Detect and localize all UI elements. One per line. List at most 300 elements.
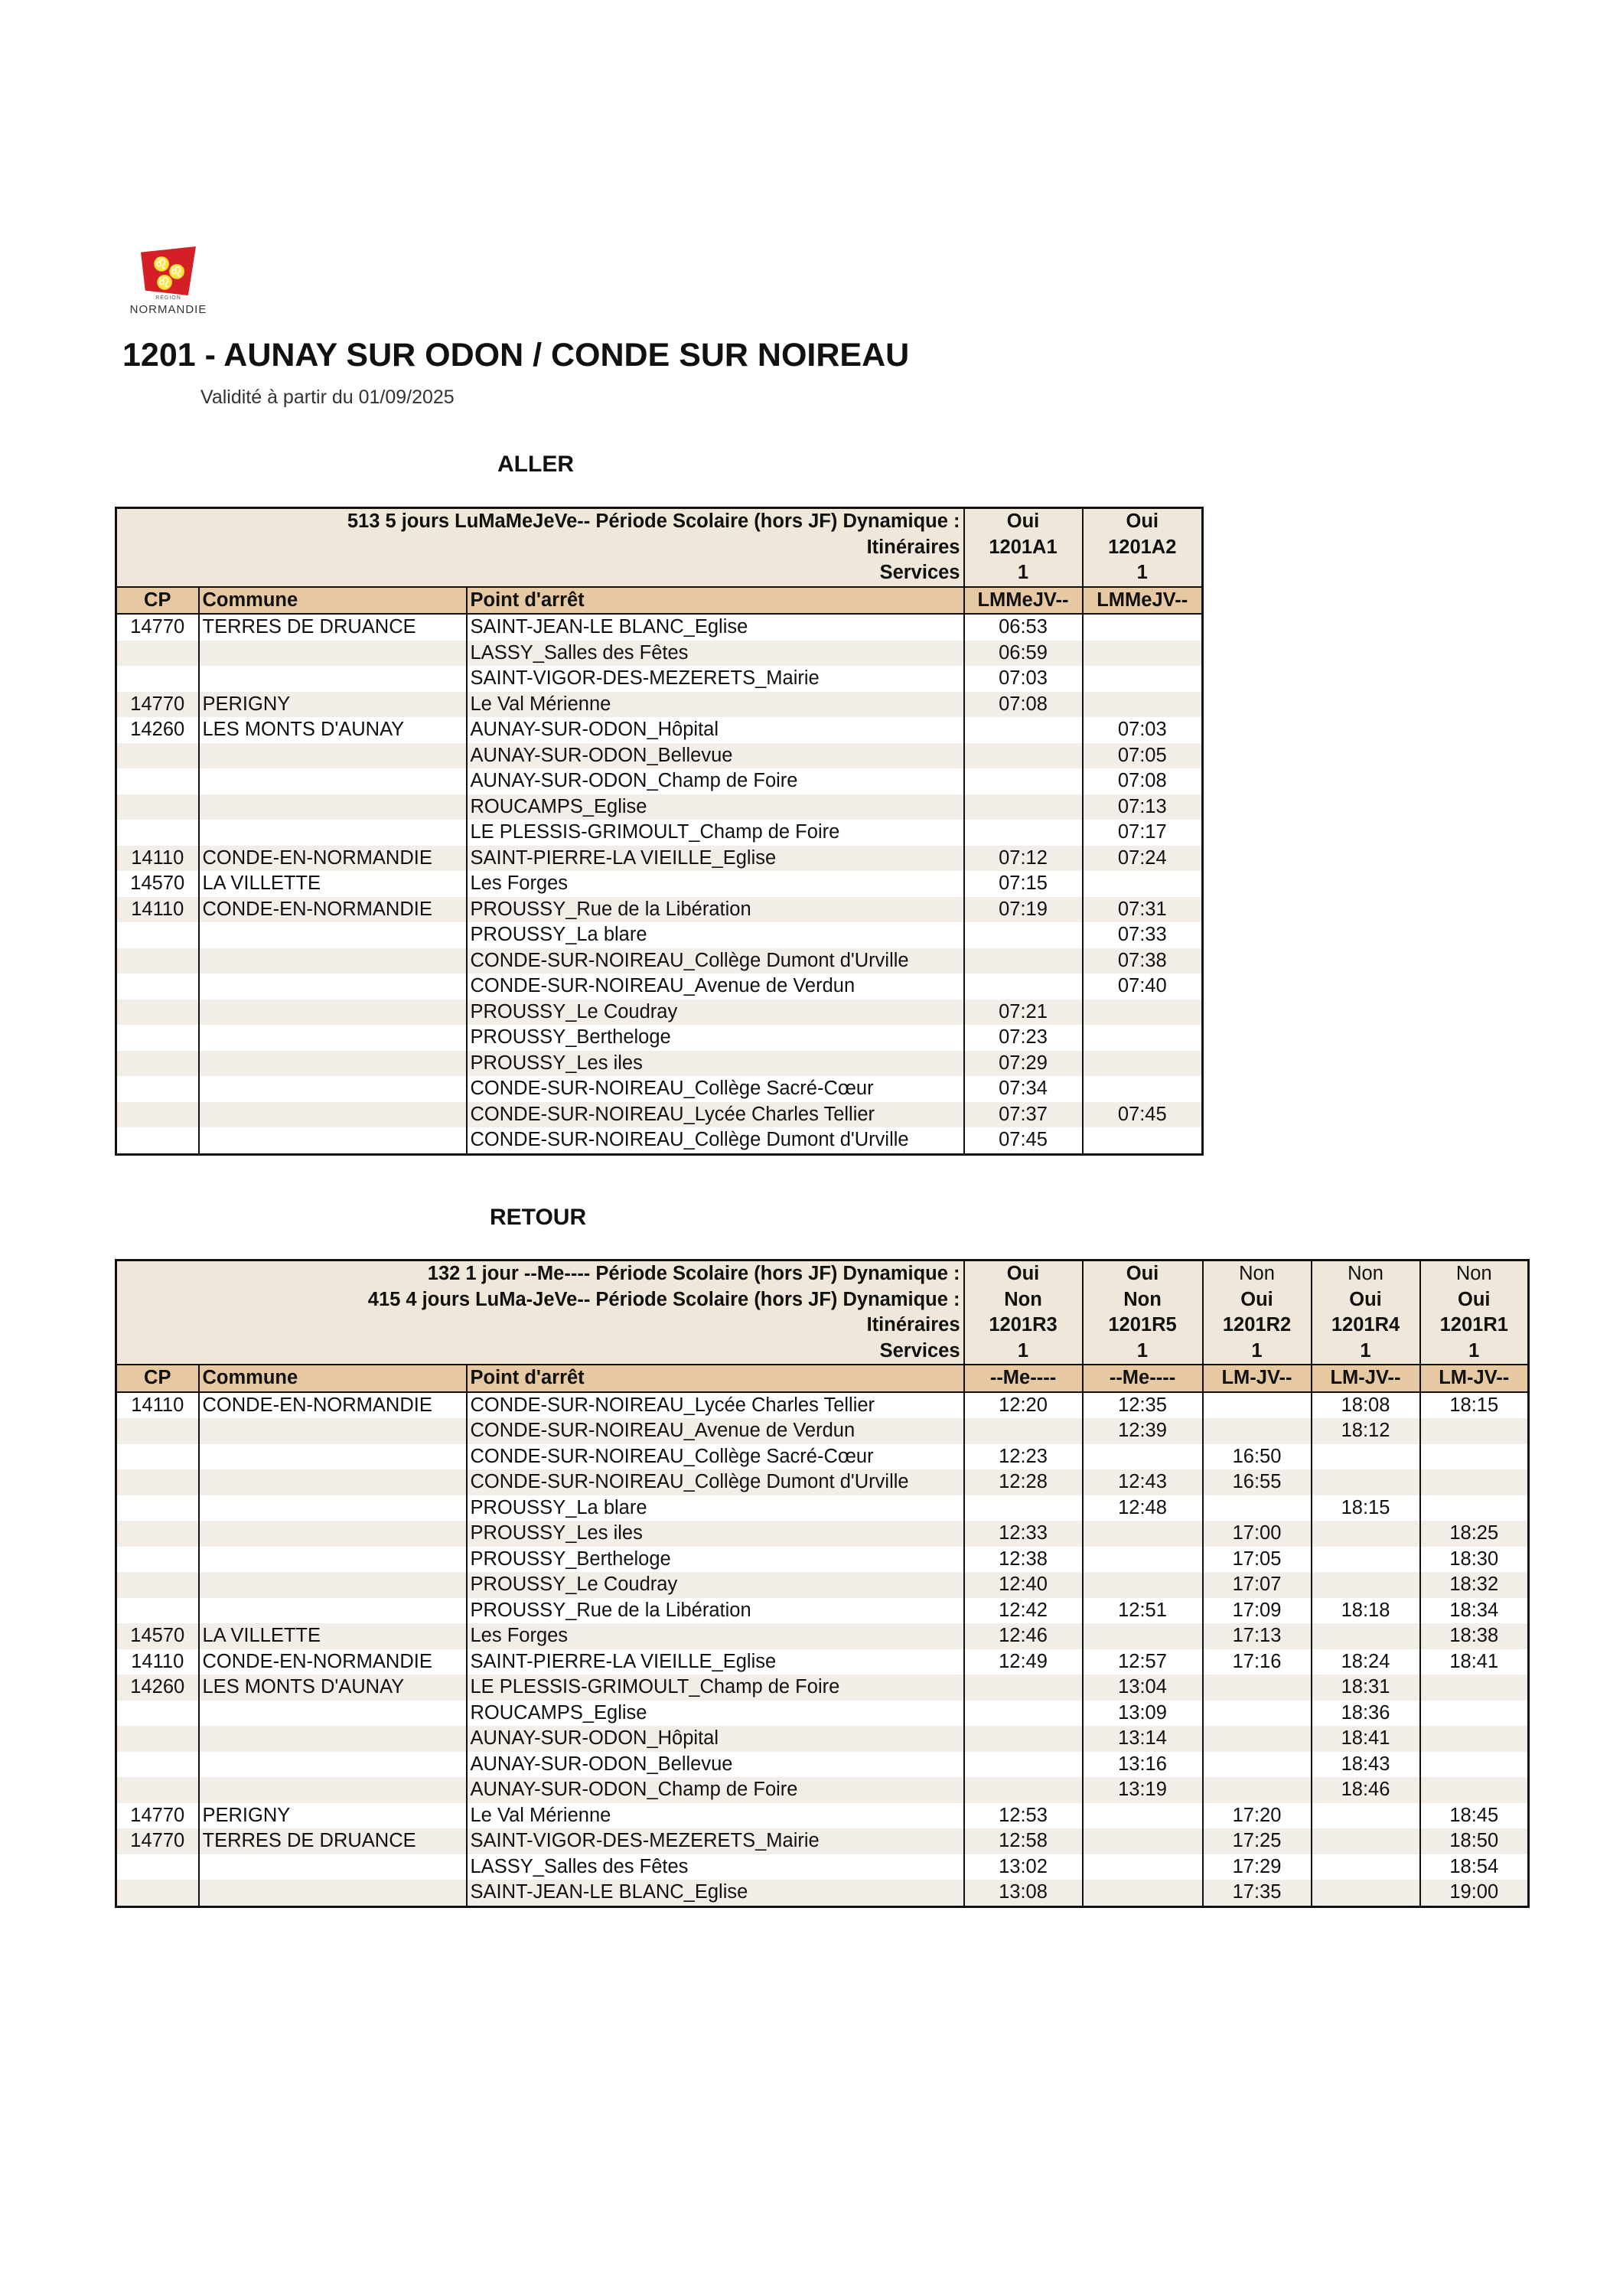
cell-stop: Les Forges: [467, 1623, 964, 1649]
retour-timetable: [115, 1259, 1530, 1908]
normandie-logo: [122, 246, 237, 321]
cell-time: [964, 1418, 1083, 1444]
cell-time: [1312, 1469, 1420, 1495]
cell-time: [964, 768, 1083, 794]
header-label: 513 5 jours LuMaMeJeVe-- Période Scolaire (hors JF) Dynamique :: [116, 508, 964, 535]
cell-time: [1312, 1521, 1420, 1547]
cell-time: [1203, 1701, 1312, 1727]
table-row: [116, 743, 1203, 769]
cell-stop: SAINT-PIERRE-LA VIEILLE_Eglise: [467, 846, 964, 872]
cell-time: 12:58: [964, 1828, 1083, 1854]
cell-commune: CONDE-EN-NORMANDIE: [199, 897, 467, 923]
header-label: Itinéraires: [116, 1313, 964, 1339]
table-row: [116, 820, 1203, 846]
table-row: [116, 717, 1203, 743]
table-row: [116, 1076, 1203, 1102]
cell-time: 16:55: [1203, 1469, 1312, 1495]
cell-time: 06:59: [964, 641, 1083, 667]
cell-stop: PROUSSY_Le Coudray: [467, 1572, 964, 1598]
cell-cp: [116, 1495, 199, 1521]
cell-time: 12:57: [1083, 1649, 1203, 1675]
cell-cp: [116, 1469, 199, 1495]
cell-time: 18:25: [1420, 1521, 1529, 1547]
table-row: [116, 1521, 1529, 1547]
cell-stop: PROUSSY_Le Coudray: [467, 1000, 964, 1026]
cell-cp: [116, 666, 199, 692]
cell-commune: LA VILLETTE: [199, 871, 467, 897]
cell-stop: PROUSSY_Les iles: [467, 1521, 964, 1547]
cell-time: 13:19: [1083, 1777, 1203, 1803]
cell-commune: [199, 1025, 467, 1051]
cell-time: [1203, 1392, 1312, 1419]
cell-time: 07:24: [1083, 846, 1203, 872]
cell-time: 18:34: [1420, 1598, 1529, 1624]
table-row: [116, 1572, 1529, 1598]
cell-cp: [116, 1521, 199, 1547]
cell-time: 07:03: [1083, 717, 1203, 743]
cell-time: 12:49: [964, 1649, 1083, 1675]
cell-commune: [199, 1444, 467, 1470]
cell-time: 06:53: [964, 614, 1083, 641]
cell-cp: [116, 922, 199, 948]
header-value: 1: [1203, 1339, 1312, 1365]
cell-time: [964, 1752, 1083, 1778]
table-row: [116, 922, 1203, 948]
cell-time: 07:08: [1083, 768, 1203, 794]
cell-time: [1083, 1828, 1203, 1854]
cell-stop: ROUCAMPS_Eglise: [467, 1701, 964, 1727]
cell-time: 18:15: [1420, 1392, 1529, 1419]
cell-cp: [116, 1051, 199, 1077]
header-label: Services: [116, 1339, 964, 1365]
header-value: 1201A1: [964, 535, 1083, 561]
cell-commune: [199, 1701, 467, 1727]
cell-commune: [199, 1000, 467, 1026]
cell-cp: [116, 1025, 199, 1051]
cell-time: [964, 922, 1083, 948]
cell-time: [1312, 1572, 1420, 1598]
cell-time: [1083, 1051, 1203, 1077]
cell-cp: [116, 974, 199, 1000]
cell-cp: 14110: [116, 1392, 199, 1419]
cell-time: 13:04: [1083, 1675, 1203, 1701]
table-row: [116, 1444, 1529, 1470]
cell-stop: PROUSSY_Les iles: [467, 1051, 964, 1077]
column-service-days: LM-JV--: [1420, 1365, 1529, 1392]
header-value: Non: [1312, 1261, 1420, 1287]
cell-cp: 14770: [116, 614, 199, 641]
cell-commune: [199, 1572, 467, 1598]
cell-stop: CONDE-SUR-NOIREAU_Collège Sacré-Cœur: [467, 1444, 964, 1470]
column-header-row: [116, 587, 1203, 615]
cell-time: 07:15: [964, 871, 1083, 897]
cell-stop: LE PLESSIS-GRIMOULT_Champ de Foire: [467, 820, 964, 846]
cell-stop: SAINT-VIGOR-DES-MEZERETS_Mairie: [467, 666, 964, 692]
header-value: 1201A2: [1083, 535, 1203, 561]
cell-commune: [199, 1495, 467, 1521]
header-value: 1: [964, 1339, 1083, 1365]
aller-timetable: [115, 507, 1204, 1156]
cell-cp: [116, 641, 199, 667]
header-value: 1201R4: [1312, 1313, 1420, 1339]
cell-time: [964, 974, 1083, 1000]
cell-cp: 14260: [116, 1675, 199, 1701]
cell-commune: [199, 974, 467, 1000]
cell-time: [1083, 641, 1203, 667]
header-value: Oui: [1083, 1261, 1203, 1287]
header-row: [116, 535, 1203, 561]
cell-stop: CONDE-SUR-NOIREAU_Collège Sacré-Cœur: [467, 1076, 964, 1102]
cell-time: 07:17: [1083, 820, 1203, 846]
table-row: [116, 846, 1203, 872]
header-value: 1201R2: [1203, 1313, 1312, 1339]
table-row: [116, 1598, 1529, 1624]
cell-time: 18:08: [1312, 1392, 1420, 1419]
cell-time: 07:23: [964, 1025, 1083, 1051]
cell-commune: LES MONTS D'AUNAY: [199, 1675, 467, 1701]
cell-time: 12:33: [964, 1521, 1083, 1547]
cell-commune: [199, 948, 467, 974]
cell-time: [964, 1726, 1083, 1752]
cell-cp: 14110: [116, 1649, 199, 1675]
cell-time: [964, 1701, 1083, 1727]
cell-time: 18:38: [1420, 1623, 1529, 1649]
table-row: [116, 1025, 1203, 1051]
cell-cp: [116, 1701, 199, 1727]
lion-icon: ♌: [156, 275, 174, 290]
cell-cp: [116, 1444, 199, 1470]
column-service-days: LMMeJV--: [964, 587, 1083, 615]
table-row: [116, 666, 1203, 692]
cell-cp: [116, 1777, 199, 1803]
cell-cp: 14770: [116, 692, 199, 718]
header-label: 415 4 jours LuMa-JeVe-- Période Scolaire (hors JF) Dynamique :: [116, 1287, 964, 1313]
cell-time: 07:21: [964, 1000, 1083, 1026]
table-row: [116, 897, 1203, 923]
table-row: [116, 1675, 1529, 1701]
cell-stop: Les Forges: [467, 871, 964, 897]
table-row: [116, 1000, 1203, 1026]
cell-time: [1083, 1880, 1203, 1906]
cell-commune: [199, 820, 467, 846]
table-row: [116, 871, 1203, 897]
cell-time: [1083, 1803, 1203, 1829]
validity-date: Validité à partir du 01/09/2025: [200, 386, 455, 408]
cell-commune: [199, 1752, 467, 1778]
header-value: Oui: [964, 1261, 1083, 1287]
table-row: [116, 1828, 1529, 1854]
cell-stop: CONDE-SUR-NOIREAU_Collège Dumont d'Urville: [467, 1469, 964, 1495]
cell-time: [1083, 1521, 1203, 1547]
cell-cp: [116, 820, 199, 846]
header-value: Oui: [1083, 508, 1203, 535]
cell-time: 07:45: [964, 1127, 1083, 1154]
cell-commune: [199, 666, 467, 692]
cell-cp: [116, 1076, 199, 1102]
table-row: [116, 1102, 1203, 1128]
cell-time: [1083, 1547, 1203, 1573]
cell-commune: LA VILLETTE: [199, 1623, 467, 1649]
cell-time: 07:08: [964, 692, 1083, 718]
cell-time: 18:32: [1420, 1572, 1529, 1598]
cell-time: 18:12: [1312, 1418, 1420, 1444]
table-row: [116, 1051, 1203, 1077]
header-value: 1201R5: [1083, 1313, 1203, 1339]
table-row: [116, 1803, 1529, 1829]
cell-time: [1420, 1495, 1529, 1521]
table-row: [116, 1418, 1529, 1444]
cell-time: 18:50: [1420, 1828, 1529, 1854]
cell-time: 07:12: [964, 846, 1083, 872]
cell-stop: AUNAY-SUR-ODON_Champ de Foire: [467, 1777, 964, 1803]
table-row: [116, 948, 1203, 974]
cell-time: [1203, 1752, 1312, 1778]
cell-commune: [199, 641, 467, 667]
cell-time: [1083, 1854, 1203, 1880]
cell-cp: 14770: [116, 1828, 199, 1854]
column-commune: Commune: [199, 1365, 467, 1392]
cell-time: 12:48: [1083, 1495, 1203, 1521]
cell-time: [1203, 1495, 1312, 1521]
cell-time: 18:46: [1312, 1777, 1420, 1803]
column-service-days: LM-JV--: [1203, 1365, 1312, 1392]
cell-stop: SAINT-VIGOR-DES-MEZERETS_Mairie: [467, 1828, 964, 1854]
cell-stop: SAINT-PIERRE-LA VIEILLE_Eglise: [467, 1649, 964, 1675]
header-value: Oui: [964, 508, 1083, 535]
cell-commune: [199, 1127, 467, 1154]
cell-stop: PROUSSY_La blare: [467, 1495, 964, 1521]
table-row: [116, 1547, 1529, 1573]
cell-commune: [199, 1418, 467, 1444]
cell-cp: [116, 743, 199, 769]
cell-stop: PROUSSY_Rue de la Libération: [467, 897, 964, 923]
cell-commune: [199, 1102, 467, 1128]
cell-cp: [116, 1854, 199, 1880]
header-label: Services: [116, 560, 964, 587]
cell-time: [1083, 692, 1203, 718]
cell-commune: CONDE-EN-NORMANDIE: [199, 1392, 467, 1419]
cell-time: 17:16: [1203, 1649, 1312, 1675]
cell-time: 12:28: [964, 1469, 1083, 1495]
cell-time: 12:23: [964, 1444, 1083, 1470]
logo-name: NORMANDIE: [129, 303, 207, 316]
cell-cp: [116, 794, 199, 820]
cell-stop: SAINT-JEAN-LE BLANC_Eglise: [467, 1880, 964, 1906]
cell-time: 13:08: [964, 1880, 1083, 1906]
cell-stop: CONDE-SUR-NOIREAU_Avenue de Verdun: [467, 1418, 964, 1444]
cell-cp: 14110: [116, 897, 199, 923]
table-row: [116, 794, 1203, 820]
cell-time: 07:34: [964, 1076, 1083, 1102]
cell-time: 07:13: [1083, 794, 1203, 820]
cell-stop: CONDE-SUR-NOIREAU_Collège Dumont d'Urville: [467, 948, 964, 974]
cell-time: 17:05: [1203, 1547, 1312, 1573]
table-row: [116, 692, 1203, 718]
cell-cp: [116, 1102, 199, 1128]
cell-commune: CONDE-EN-NORMANDIE: [199, 1649, 467, 1675]
cell-stop: AUNAY-SUR-ODON_Bellevue: [467, 1752, 964, 1778]
cell-cp: [116, 1000, 199, 1026]
cell-commune: [199, 1854, 467, 1880]
column-service-days: --Me----: [964, 1365, 1083, 1392]
cell-time: [1203, 1675, 1312, 1701]
column-service-days: --Me----: [1083, 1365, 1203, 1392]
cell-time: 18:36: [1312, 1701, 1420, 1727]
cell-cp: [116, 1547, 199, 1573]
cell-cp: 14770: [116, 1803, 199, 1829]
cell-time: 07:31: [1083, 897, 1203, 923]
header-value: Oui: [1203, 1287, 1312, 1313]
table-row: [116, 1880, 1529, 1906]
cell-time: [1203, 1726, 1312, 1752]
table-row: [116, 614, 1203, 641]
table-row: [116, 1469, 1529, 1495]
cell-commune: [199, 1076, 467, 1102]
cell-time: 18:30: [1420, 1547, 1529, 1573]
cell-time: 13:09: [1083, 1701, 1203, 1727]
cell-time: 17:29: [1203, 1854, 1312, 1880]
cell-commune: [199, 1051, 467, 1077]
header-value: 1201R1: [1420, 1313, 1529, 1339]
cell-time: [1420, 1777, 1529, 1803]
cell-time: 12:51: [1083, 1598, 1203, 1624]
cell-commune: CONDE-EN-NORMANDIE: [199, 846, 467, 872]
cell-time: 13:14: [1083, 1726, 1203, 1752]
cell-time: [1083, 1000, 1203, 1026]
cell-time: [964, 1495, 1083, 1521]
cell-time: 16:50: [1203, 1444, 1312, 1470]
cell-time: 18:15: [1312, 1495, 1420, 1521]
cell-time: 17:00: [1203, 1521, 1312, 1547]
cell-time: [1420, 1675, 1529, 1701]
header-value: 1201R3: [964, 1313, 1083, 1339]
cell-time: 12:46: [964, 1623, 1083, 1649]
cell-time: [1083, 1076, 1203, 1102]
cell-stop: AUNAY-SUR-ODON_Bellevue: [467, 743, 964, 769]
cell-cp: [116, 768, 199, 794]
cell-cp: [116, 1726, 199, 1752]
cell-time: 07:05: [1083, 743, 1203, 769]
cell-commune: [199, 922, 467, 948]
header-value: 1: [1083, 1339, 1203, 1365]
cell-time: [1203, 1418, 1312, 1444]
cell-time: 12:20: [964, 1392, 1083, 1419]
cell-time: [1083, 666, 1203, 692]
cell-time: 17:07: [1203, 1572, 1312, 1598]
retour-heading: RETOUR: [490, 1205, 587, 1230]
cell-time: 18:45: [1420, 1803, 1529, 1829]
cell-time: [1083, 1444, 1203, 1470]
header-value: Oui: [1420, 1287, 1529, 1313]
cell-stop: AUNAY-SUR-ODON_Champ de Foire: [467, 768, 964, 794]
cell-time: 17:09: [1203, 1598, 1312, 1624]
column-cp: CP: [116, 587, 199, 615]
cell-cp: [116, 1880, 199, 1906]
cell-commune: PERIGNY: [199, 1803, 467, 1829]
cell-time: 18:31: [1312, 1675, 1420, 1701]
cell-time: [964, 948, 1083, 974]
cell-cp: [116, 1572, 199, 1598]
cell-time: 17:25: [1203, 1828, 1312, 1854]
column-cp: CP: [116, 1365, 199, 1392]
cell-time: [964, 1777, 1083, 1803]
cell-time: 13:16: [1083, 1752, 1203, 1778]
cell-cp: [116, 1418, 199, 1444]
header-label: 132 1 jour --Me---- Période Scolaire (hors JF) Dynamique :: [116, 1261, 964, 1287]
header-value: Non: [1083, 1287, 1203, 1313]
cell-time: [1420, 1469, 1529, 1495]
cell-time: 07:19: [964, 897, 1083, 923]
cell-time: 18:54: [1420, 1854, 1529, 1880]
cell-commune: [199, 1880, 467, 1906]
cell-time: 07:03: [964, 666, 1083, 692]
column-commune: Commune: [199, 587, 467, 615]
cell-time: 12:35: [1083, 1392, 1203, 1419]
header-value: Oui: [1312, 1287, 1420, 1313]
table-row: [116, 768, 1203, 794]
cell-time: 12:53: [964, 1803, 1083, 1829]
cell-commune: [199, 1726, 467, 1752]
cell-commune: [199, 768, 467, 794]
column-header-row: [116, 1365, 1529, 1392]
cell-time: 18:24: [1312, 1649, 1420, 1675]
cell-time: [1312, 1444, 1420, 1470]
cell-time: 18:43: [1312, 1752, 1420, 1778]
cell-time: 07:33: [1083, 922, 1203, 948]
header-value: Non: [964, 1287, 1083, 1313]
column-service-days: LM-JV--: [1312, 1365, 1420, 1392]
cell-time: 18:18: [1312, 1598, 1420, 1624]
cell-stop: SAINT-JEAN-LE BLANC_Eglise: [467, 614, 964, 641]
cell-commune: [199, 1547, 467, 1573]
table-row: [116, 1777, 1529, 1803]
cell-time: 12:39: [1083, 1418, 1203, 1444]
cell-time: [1312, 1547, 1420, 1573]
header-value: 1: [1312, 1339, 1420, 1365]
cell-time: [1312, 1803, 1420, 1829]
aller-heading: ALLER: [497, 452, 574, 477]
cell-stop: CONDE-SUR-NOIREAU_Avenue de Verdun: [467, 974, 964, 1000]
table-row: [116, 1392, 1529, 1419]
cell-stop: LASSY_Salles des Fêtes: [467, 641, 964, 667]
cell-time: [1083, 1127, 1203, 1154]
cell-commune: LES MONTS D'AUNAY: [199, 717, 467, 743]
cell-time: 17:35: [1203, 1880, 1312, 1906]
cell-time: [964, 794, 1083, 820]
cell-time: 17:20: [1203, 1803, 1312, 1829]
page-title: 1201 - AUNAY SUR ODON / CONDE SUR NOIREAU: [122, 337, 910, 373]
header-row: [116, 560, 1203, 587]
cell-stop: LE PLESSIS-GRIMOULT_Champ de Foire: [467, 1675, 964, 1701]
cell-cp: [116, 1752, 199, 1778]
cell-cp: 14110: [116, 846, 199, 872]
cell-commune: TERRES DE DRUANCE: [199, 614, 467, 641]
cell-time: 17:13: [1203, 1623, 1312, 1649]
cell-time: 07:38: [1083, 948, 1203, 974]
table-row: [116, 1854, 1529, 1880]
cell-cp: [116, 948, 199, 974]
cell-commune: [199, 1777, 467, 1803]
table-row: [116, 1726, 1529, 1752]
header-row: [116, 1313, 1529, 1339]
cell-stop: PROUSSY_Rue de la Libération: [467, 1598, 964, 1624]
table-row: [116, 1649, 1529, 1675]
cell-time: [1420, 1444, 1529, 1470]
cell-stop: AUNAY-SUR-ODON_Hôpital: [467, 1726, 964, 1752]
cell-time: 13:02: [964, 1854, 1083, 1880]
cell-time: 07:40: [1083, 974, 1203, 1000]
cell-stop: PROUSSY_La blare: [467, 922, 964, 948]
